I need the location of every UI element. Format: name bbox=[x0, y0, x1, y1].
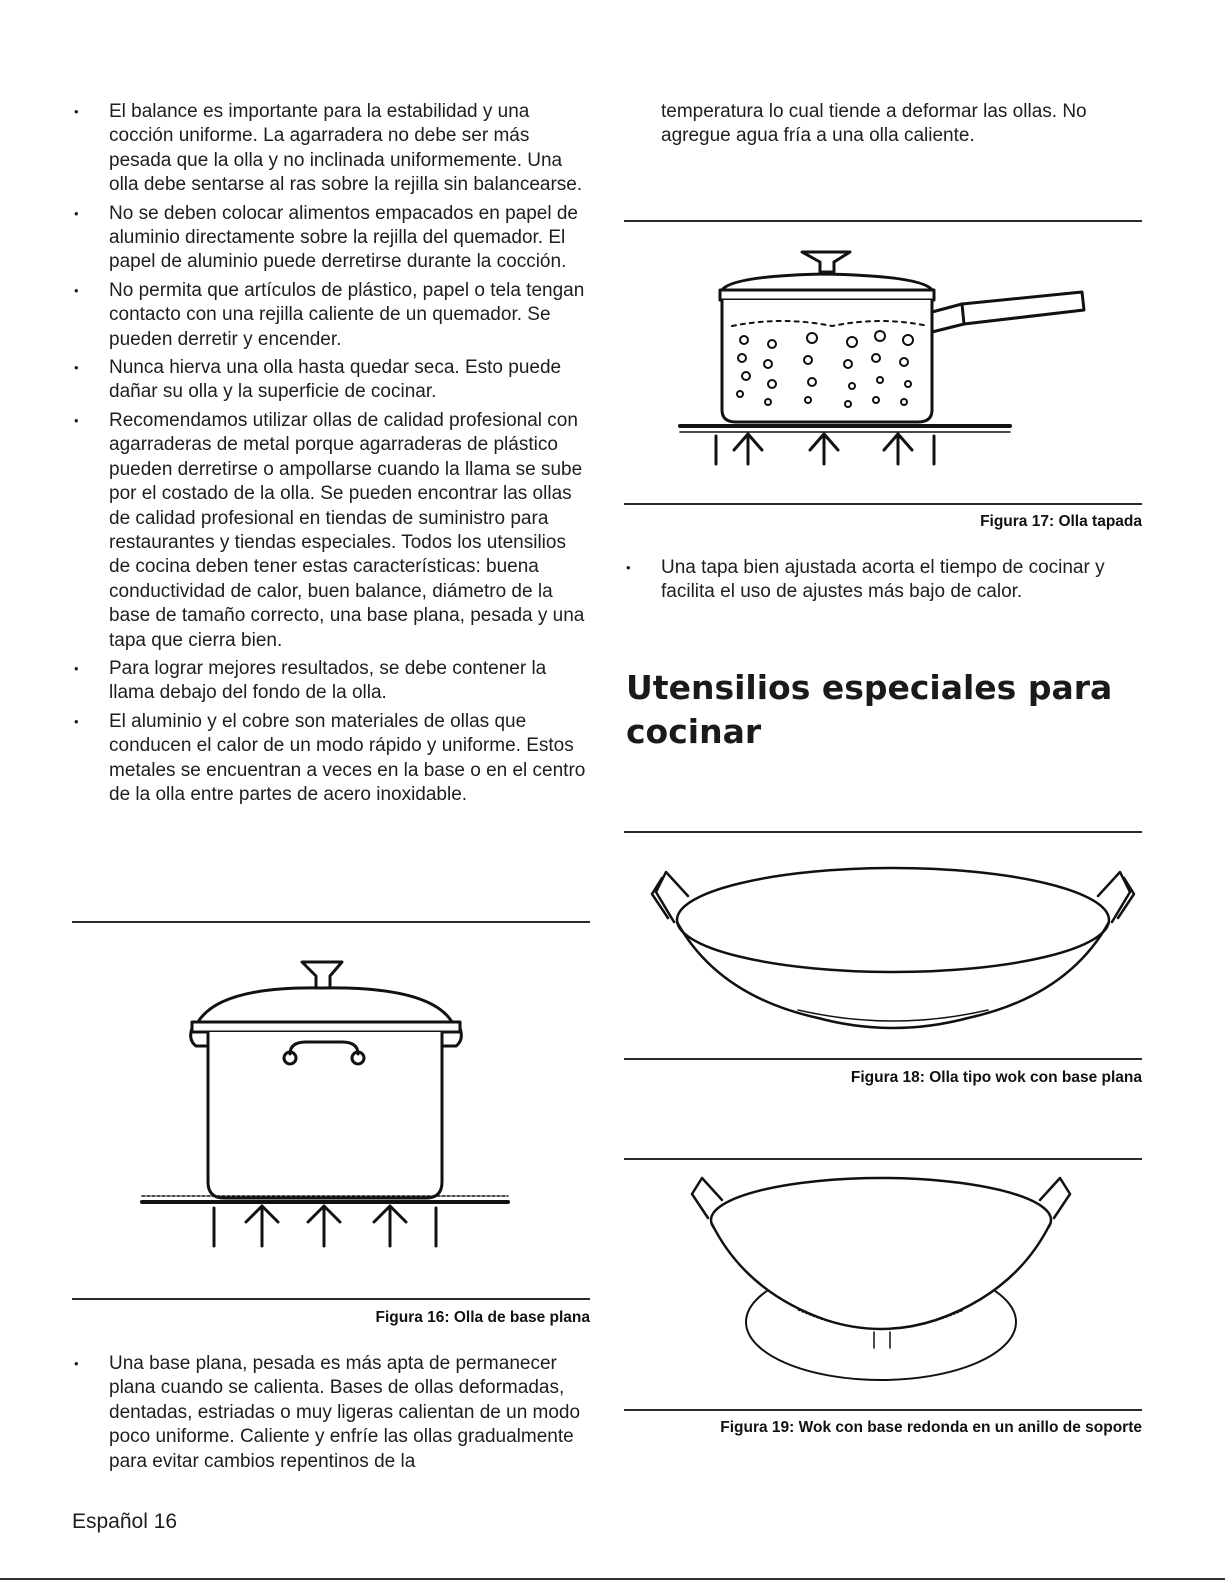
figure16-bottom-rule bbox=[72, 1298, 590, 1300]
list-item: • Recomendamos utilizar ollas de calidad profesional con agarraderas de metal porque agarraderas de plástico pueden derretirse o ampollarse cuando la llama se sube por el costado de la olla. Se pueden encontrar las ollas de calidad profesional en tiendas de suministro para restaurantes y tiendas especiales. Todos los utensilios de cocina deben tener estas características: buena conductividad de calor, buen balance, diámetro de la base de tamaño correcto, una base plana, pesada y una tapa que cierra bien. bbox=[72, 409, 592, 653]
figure17-top-rule bbox=[624, 220, 1142, 222]
covered-pot-figure bbox=[672, 240, 1102, 470]
round-wok-on-ring-figure bbox=[686, 1172, 1076, 1397]
list-item: • Nunca hierva una olla hasta quedar seca. Esto puede dañar su olla y la superficie de cocinar. bbox=[72, 356, 592, 405]
flat-base-wok-figure bbox=[648, 860, 1138, 1045]
figure19-top-rule bbox=[624, 1158, 1142, 1160]
list-item: • Para lograr mejores resultados, se debe contener la llama debajo del fondo de la olla. bbox=[72, 657, 592, 706]
section-heading: Utensilios especiales para cocinar bbox=[626, 668, 1113, 751]
list-item: • No se deben colocar alimentos empacados en papel de aluminio directamente sobre la rejilla del quemador. El papel de aluminio puede derretirse durante la cocción. bbox=[72, 202, 592, 275]
page-footer: Español 16 bbox=[72, 1510, 178, 1533]
right-bullet-list bbox=[624, 556, 1144, 609]
figure19-caption: Figura 19: Wok con base redonda en un anillo de soporte bbox=[720, 1419, 1142, 1436]
figure18-top-rule bbox=[624, 831, 1142, 833]
list-item: • No permita que artículos de plástico, papel o tela tengan contacto con una rejilla caliente de un quemador. Se pueden derretir y encender. bbox=[72, 279, 592, 352]
figure17-caption: Figura 17: Olla tapada bbox=[980, 513, 1142, 530]
right-column bbox=[628, 100, 1148, 149]
page-bottom-border bbox=[0, 1578, 1225, 1580]
figure19-bottom-rule bbox=[624, 1409, 1142, 1411]
list-item: • El aluminio y el cobre son materiales de ollas que conducen el calor de un modo rápido y uniforme. Estos metales se encuentran a veces en la base o en el centro de la olla entre partes de acero inoxidable. bbox=[72, 710, 592, 808]
left-bullet-list bbox=[72, 100, 592, 807]
figure16-top-rule bbox=[72, 921, 590, 923]
list-item: • El balance es importante para la estabilidad y una cocción uniforme. La agarradera no debe ser más pesada que la olla y no inclinada uniformemente. Una olla debe sentarse al ras sobre la rejilla sin balancearse. bbox=[72, 100, 592, 198]
left-column bbox=[72, 100, 592, 811]
figure16-caption: Figura 16: Olla de base plana bbox=[375, 1309, 590, 1326]
bottom-left-bullet-list bbox=[72, 1352, 592, 1478]
continuation-text: temperatura lo cual tiende a deformar las ollas. No agregue agua fría a una olla caliente. bbox=[661, 101, 1087, 147]
list-item: • Una tapa bien ajustada acorta el tiempo de cocinar y facilita el uso de ajustes más bajo de calor. bbox=[624, 556, 1144, 605]
flat-base-pot-figure bbox=[130, 950, 530, 1260]
list-item: • Una base plana, pesada es más apta de permanecer plana cuando se calienta. Bases de ollas deformadas, dentadas, estriadas o muy ligeras calientan de un modo poco uniforme. Caliente y enfríe las ollas gradualmente para evitar cambios repentinos de la bbox=[72, 1352, 592, 1474]
figure17-bottom-rule bbox=[624, 503, 1142, 505]
figure18-bottom-rule bbox=[624, 1058, 1142, 1060]
figure18-caption: Figura 18: Olla tipo wok con base plana bbox=[850, 1069, 1142, 1086]
